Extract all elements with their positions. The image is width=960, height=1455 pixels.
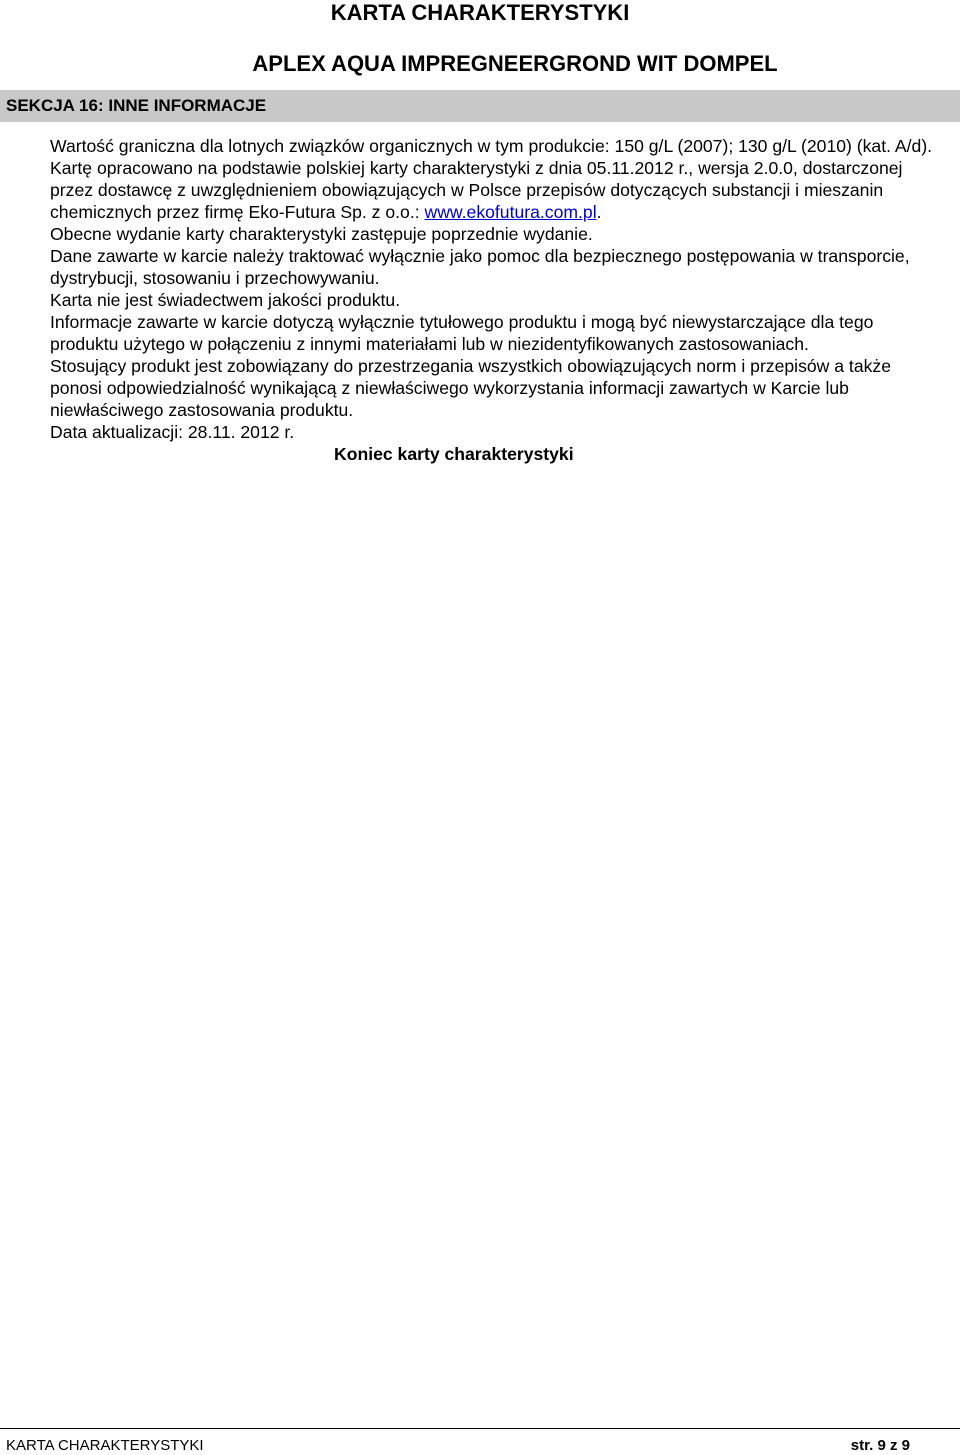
voc-limit-text: Wartość graniczna dla lotnych związków organicznych w tym produkcie: 150 g/L (2007); 130 g/L (2010) (kat. A/d). (50, 136, 933, 156)
update-date: Data aktualizacji: 28.11. 2012 r. (50, 422, 295, 442)
footer-title: KARTA CHARAKTERYSTYKI (6, 1437, 204, 1454)
basis-text-end: . (596, 202, 602, 222)
section-content (50, 135, 940, 465)
usage-text: Dane zawarte w karcie należy traktować wyłącznie jako pomoc dla bezpiecznego postępowania w transporcie, dystrybucji, stosowaniu i przechowywaniu. (50, 246, 910, 288)
end-note: Koniec karty charakterystyki (334, 444, 574, 464)
page-number: str. 9 z 9 (850, 1437, 910, 1454)
footer-divider (0, 1428, 960, 1429)
basis-text-main: Kartę opracowano na podstawie polskiej karty charakterystyki z dnia 05.11.2012 r., wersja 2.0.0, dostarczonej przez dostawcę z uwzględnieniem obowiązujących w Polsce przepisów dotyczących substancji i mieszanin chemicznych przez firmę Eko-Futura Sp. z o.o.: (50, 158, 903, 222)
supersedes-text: Obecne wydanie karty charakterystyki zastępuje poprzednie wydanie. (50, 224, 593, 244)
basis-text (50, 157, 940, 223)
section-header-bar (0, 90, 960, 122)
document-title: KARTA CHARAKTERYSTYKI (330, 0, 630, 25)
supplier-website-link[interactable]: www.ekofutura.com.pl (424, 202, 597, 222)
scope-text: Informacje zawarte w karcie dotyczą wyłącznie tytułowego produktu i mogą być niewystarczające dla tego produktu użytego w połączeniu z innymi materiałami lub w niezidentyfikowanych zastosowaniach. (50, 312, 874, 354)
quality-text: Karta nie jest świadectwem jakości produktu. (50, 290, 401, 310)
section-title: SEKCJA 16: INNE INFORMACJE (6, 96, 267, 115)
responsibility-text: Stosujący produkt jest zobowiązany do przestrzegania wszystkich obowiązujących norm i przepisów a także ponosi odpowiedzialność wynikającą z niewłaściwego wykorzystania informacji zawartych w Karcie lub niewłaściwego zastosowania produktu. (50, 356, 891, 420)
product-name: APLEX AQUA IMPREGNEERGROND WIT DOMPEL (252, 51, 778, 76)
